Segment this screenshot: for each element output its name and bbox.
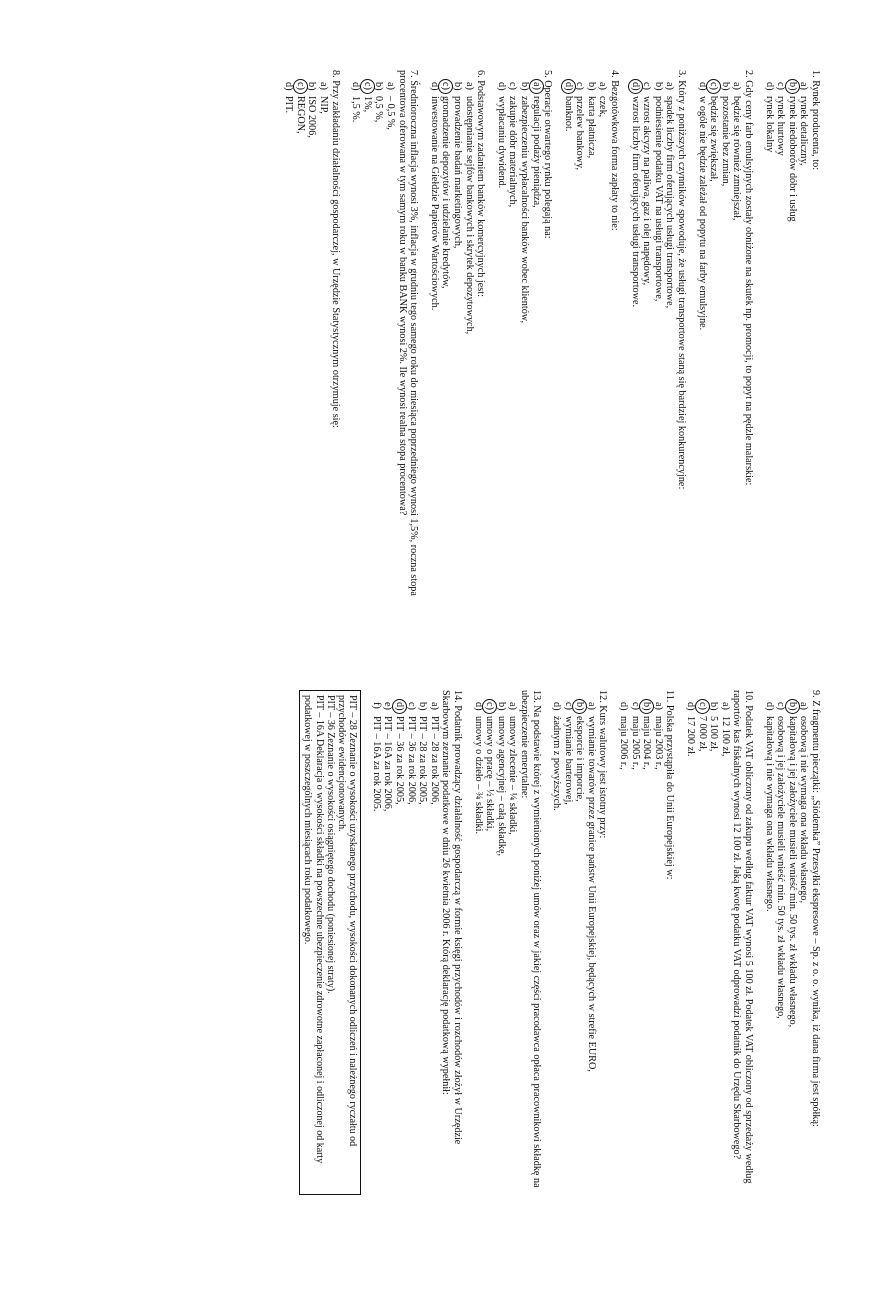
answer-label: b) xyxy=(708,702,720,711)
answer-option xyxy=(652,82,664,630)
answer-text: NIP, xyxy=(318,96,330,114)
question-stem: Który z poniższych czynników spowoduje, że usługi transportowe staną się bardziej konkurencyjne: xyxy=(676,80,688,490)
answer-options xyxy=(629,70,675,630)
question-number: 12. xyxy=(597,690,609,703)
question-stem: Z fragmentu pieczątki: „Siódemka” Przesyłki ekspresowe – Sp. z o. o. wynika, iż dana firma jest spółką: xyxy=(810,700,821,1127)
answer-label: c) xyxy=(405,702,417,710)
answer-option xyxy=(597,82,609,630)
question-stem: Operacje otwartego rynku polegają na: xyxy=(542,80,554,239)
answer-text: maju 2005 r., xyxy=(629,716,641,770)
answer-text: wymianie barterowej, xyxy=(562,716,574,805)
answer-label: d) xyxy=(283,82,295,91)
answer-option-selected xyxy=(562,82,574,630)
answer-label: c) xyxy=(775,702,787,710)
answer-option xyxy=(472,702,484,1195)
answer-options xyxy=(696,70,742,630)
circled-answer-label: b) xyxy=(641,702,653,711)
question-stem: Średnioroczna inflacja wynosi 3%, inflacja w grudniu tego samego roku do miesiąca poprzedniego wynosi 1,5%, roczna stopa procentowa oferowana w tym samym roku w banku BANK wynosi 2%. Ile wynosi realna stopa procentowa? xyxy=(396,70,420,596)
question-stem: Podatek VAT obliczony od zakupu według faktur VAT wynosi 5 100 zł. Podatek VAT obliczony od sprzedaży według raportów kas fiskalnych wynosi 12 100 zł. Jaką kwotę podatku VAT odprowadzi podatnik do Urzędu Skarbowego? xyxy=(731,690,755,1184)
left-column xyxy=(274,70,821,630)
answer-label: d) xyxy=(763,82,775,91)
question-14 xyxy=(370,690,463,1195)
question-13 xyxy=(472,690,542,1195)
answer-text: osobową i nie wymaga ona wkładu własnego, xyxy=(798,716,810,904)
answer-option-selected xyxy=(294,82,306,630)
answer-text: maju 2003 r., xyxy=(652,716,664,770)
answer-text: 0,5 %, xyxy=(373,96,385,123)
circled-answer-label: c) xyxy=(708,82,720,90)
answer-option xyxy=(384,82,396,630)
answer-option-selected xyxy=(629,82,641,630)
answer-text: maju 2006 r., xyxy=(618,716,630,770)
question-number: 13. xyxy=(530,690,542,703)
circled-answer-label: d) xyxy=(629,82,641,91)
question-text xyxy=(542,70,554,630)
question-text xyxy=(742,70,754,630)
answer-option xyxy=(652,702,664,1195)
answer-label: b) xyxy=(417,702,429,711)
answer-text: 5 100 zł, xyxy=(708,716,720,752)
answer-label: a) xyxy=(318,82,330,90)
answer-text: wymianie towarów przez granice państw Unii Europejskiej, będących w strefie EURO, xyxy=(585,716,597,1072)
answer-option xyxy=(763,702,775,1195)
answer-text: rynek hurtowy xyxy=(775,96,787,156)
answer-text: rynek lokalny xyxy=(763,96,775,153)
answer-label: a) xyxy=(664,82,676,90)
answer-text: będzie się również zmniejszał, xyxy=(731,96,743,221)
circled-answer-label: d) xyxy=(394,702,405,711)
question-number: 5. xyxy=(542,70,554,78)
answer-option xyxy=(731,82,743,630)
question-7 xyxy=(350,70,420,630)
answer-option xyxy=(629,702,641,1195)
answer-option xyxy=(798,82,810,630)
answer-label: a) xyxy=(597,82,609,90)
answer-option xyxy=(585,82,597,630)
question-text xyxy=(609,70,621,630)
question-stem: Podstawowym zadaniem banków komercyjnych jest: xyxy=(475,80,487,297)
right-column xyxy=(299,690,821,1195)
answer-option xyxy=(507,702,519,1195)
answer-option xyxy=(574,82,586,630)
answer-text: wzrost liczby firm oferujących usługi transportowe. xyxy=(629,96,641,308)
answer-label: d) xyxy=(495,82,507,91)
answer-option-selected xyxy=(530,82,542,630)
answer-label: d) xyxy=(685,702,697,711)
answer-option xyxy=(763,82,775,630)
answer-option xyxy=(551,702,563,1195)
answer-option xyxy=(417,702,429,1195)
answer-option xyxy=(428,82,440,630)
answer-text: 12 100 zł, xyxy=(719,716,731,757)
answer-text: inwestowanie na Giełdzie Papierów Wartościowych. xyxy=(428,96,440,311)
question-stem: Rynek producenta, to: xyxy=(810,80,821,171)
answer-text: umowy zlecenie – ¼ składki, xyxy=(507,716,519,835)
answer-text: PIT. xyxy=(283,96,295,114)
answer-options xyxy=(283,70,329,630)
answer-text: wypłacaniu dywidend. xyxy=(495,96,507,189)
answer-label: d) xyxy=(472,702,484,711)
answer-option xyxy=(373,82,385,630)
question-4 xyxy=(562,70,620,630)
answer-label: b) xyxy=(306,82,318,91)
answer-option xyxy=(775,702,787,1195)
answer-text: PIT – 28 za rok 2005, xyxy=(417,716,429,805)
answer-options xyxy=(551,690,597,1195)
question-text xyxy=(597,690,609,1195)
answer-label: b) xyxy=(652,82,664,91)
circled-answer-label: c) xyxy=(361,82,373,90)
answer-label: a) xyxy=(463,82,475,90)
answer-label: a) xyxy=(428,702,440,710)
answer-text: rynek detaliczny, xyxy=(798,96,810,166)
answer-label: d) xyxy=(696,82,708,91)
circled-answer-label: b) xyxy=(786,702,798,711)
circled-answer-label: c) xyxy=(484,702,496,710)
note-pit-28: PIT – 28 Zeznanie o wysokości uzyskanego przychodu, wysokości dokonanych odliczeń i należnego ryczałtu od przychodów ewidencjonowanych. xyxy=(336,695,359,1147)
answer-text: umowy agencyjnej – całą składkę, xyxy=(495,716,507,857)
answer-label: a) xyxy=(652,702,664,710)
answer-option xyxy=(641,82,653,630)
pit-definitions-box xyxy=(299,690,361,1195)
question-stem: Polska przystąpiła do Unii Europejskiej w: xyxy=(664,704,676,880)
question-1 xyxy=(763,70,821,630)
answer-label: d) xyxy=(428,82,440,91)
note-pit-36: PIT – 36 Zeznanie o wysokości osiągniętego dochodu (poniesionej straty). xyxy=(324,695,336,994)
question-5 xyxy=(495,70,553,630)
question-number: 7. xyxy=(408,70,420,78)
answer-options xyxy=(472,690,518,1195)
answer-option xyxy=(664,82,676,630)
answer-option xyxy=(495,82,507,630)
answer-label: c) xyxy=(641,82,653,90)
question-number: 1. xyxy=(810,70,821,78)
answer-option xyxy=(370,702,382,1195)
question-9 xyxy=(763,690,821,1195)
answer-text: kapitałową i jej założyciele musieli wnieść min. 50 tys. zł wkładu własnego, xyxy=(786,716,798,1028)
answer-text: 17 200 zł. xyxy=(685,716,697,757)
answer-options xyxy=(763,70,809,630)
answer-text: PIT – 36 za rok 2006, xyxy=(405,716,417,805)
answer-option xyxy=(495,702,507,1195)
question-number: 4. xyxy=(609,70,621,78)
answer-text: REGON, xyxy=(294,96,306,134)
answer-label: e) xyxy=(382,702,394,710)
question-6 xyxy=(428,70,486,630)
answer-options xyxy=(350,70,396,630)
answer-label: a) xyxy=(798,702,810,710)
answer-label: c) xyxy=(629,702,641,710)
answer-option-selected xyxy=(641,702,653,1195)
question-text xyxy=(396,70,419,630)
answer-text: eksporcie i imporcie, xyxy=(574,716,586,802)
answer-option xyxy=(719,82,731,630)
question-text xyxy=(664,690,676,1195)
answer-label: c) xyxy=(562,702,574,710)
question-text xyxy=(809,690,821,1195)
answer-option xyxy=(507,82,519,630)
question-10 xyxy=(684,690,754,1195)
answer-label: f) xyxy=(370,702,382,709)
answer-text: gromadzenie depozytów i udzielanie kredytów, xyxy=(440,96,452,289)
answer-text: pozostanie bez zmian, xyxy=(719,96,731,187)
answer-text: karta płatnicza, xyxy=(585,96,597,159)
question-text xyxy=(731,690,754,1195)
answer-label: c) xyxy=(574,82,586,90)
answer-label: a) xyxy=(731,82,743,90)
question-3 xyxy=(629,70,687,630)
answer-option-selected xyxy=(484,702,496,1195)
answer-label: b) xyxy=(451,82,463,91)
answer-label: b) xyxy=(719,82,731,91)
answer-text: 1%, xyxy=(361,96,373,113)
question-8 xyxy=(283,70,341,630)
circled-answer-label: a) xyxy=(530,82,542,90)
answer-text: żadnym z powyższych. xyxy=(551,716,563,811)
answer-label: a) xyxy=(385,82,396,90)
question-stem: Na podstawie której z wymienionych poniżej umów oraz w jakiej części pracodawca opłaca pracownikowi składkę na ubezpieczenie emerytalne: xyxy=(518,690,542,1188)
question-2 xyxy=(696,70,754,630)
answer-text: prowadzenie badań marketingowych, xyxy=(451,96,463,249)
answer-text: podniesienie podatku VAT na usługi transportowe, xyxy=(652,96,664,302)
circled-answer-label: c) xyxy=(294,82,306,90)
answer-text: 7 000 zł, xyxy=(696,716,708,752)
answer-option xyxy=(518,82,530,630)
answer-option-selected xyxy=(440,82,452,630)
answer-label: a) xyxy=(507,702,519,710)
answer-option-selected xyxy=(696,702,708,1195)
answer-option-selected xyxy=(393,702,405,1195)
answer-option-selected xyxy=(786,82,798,630)
answer-option-selected xyxy=(361,82,373,630)
answer-label: b) xyxy=(495,702,507,711)
right-questions xyxy=(370,690,821,1195)
answer-option xyxy=(562,702,574,1195)
answer-text: udostępnianie sejfów bankowych i skrytek depozytowych, xyxy=(463,96,475,335)
question-text xyxy=(329,70,341,630)
answer-text: w ogóle nie będzie zależał od popytu na farby emulsyjne. xyxy=(696,96,708,331)
answer-label: a) xyxy=(719,702,731,710)
answer-options xyxy=(618,690,664,1195)
answer-text: czek, xyxy=(597,96,609,118)
answer-label: b) xyxy=(373,82,385,91)
question-text xyxy=(675,70,687,630)
question-11 xyxy=(618,690,676,1195)
question-number: 8. xyxy=(329,70,341,78)
question-number: 9. xyxy=(810,690,821,698)
question-text xyxy=(440,690,463,1195)
answer-text: maju 2004 r., xyxy=(641,716,653,770)
question-stem: Podatnik prowadzący działalność gospodarczą w formie księgi przychodów i rozchodów złożył w Urzędzie Skarbowym zeznanie podatkowe w dniu 26 kwietnia 2006 r. Którą deklarację podatkową wypełnił: xyxy=(440,690,463,1145)
question-12 xyxy=(551,690,609,1195)
answer-text: PIT – 16A za rok 2005. xyxy=(370,716,382,812)
answer-option-selected xyxy=(786,702,798,1195)
answer-option xyxy=(775,82,787,630)
question-number: 3. xyxy=(676,70,688,78)
answer-label: d) xyxy=(763,702,775,711)
answer-option xyxy=(719,702,731,1195)
question-number: 2. xyxy=(743,70,755,78)
answer-label: b) xyxy=(518,82,530,91)
answer-option xyxy=(317,82,329,630)
answer-label: d) xyxy=(618,702,630,711)
answer-label: a) xyxy=(585,702,597,710)
answer-options xyxy=(428,70,474,630)
question-number: 14. xyxy=(451,690,463,703)
answer-text: rynek niedoborów dóbr i usług xyxy=(786,96,798,222)
circled-answer-label: c) xyxy=(696,702,708,710)
answer-text: kapitałową i nie wymaga ona wkładu własnego. xyxy=(763,716,775,912)
answer-option-selected xyxy=(708,82,720,630)
circled-answer-label: b) xyxy=(786,82,798,91)
answer-option xyxy=(350,82,362,630)
answer-text: osobową i jej założyciele musieli wnieść min. 50 tys. zł wkładu własnego, xyxy=(775,716,787,1019)
question-stem: Gdy ceny farb emulsyjnych zostały obniżone na skutek np. promocji, to popyt na pędzle malarskie: xyxy=(743,80,755,486)
circled-answer-label: b) xyxy=(574,702,586,711)
answer-option xyxy=(684,702,696,1195)
answer-option xyxy=(451,82,463,630)
question-number: 11. xyxy=(664,690,676,703)
answer-option xyxy=(283,82,295,630)
answer-option-selected xyxy=(574,702,586,1195)
question-stem: Kurs walutowy jest istotny przy: xyxy=(597,705,609,839)
note-pit-16a: PIT – 16A Deklaracja o wysokości składki na powszechne ubezpieczenie zdrowotne zapłaconej i odliczonej od karty podatkowej w poszczególnych miesiącach roku podatkowego. xyxy=(302,695,325,1164)
question-text xyxy=(518,690,541,1195)
circled-answer-label: d) xyxy=(562,82,574,91)
answer-option xyxy=(696,82,708,630)
answer-text: banknot. xyxy=(562,96,574,132)
answer-text: umowy o pracę – ½ składki, xyxy=(484,716,496,832)
answer-options xyxy=(684,690,730,1195)
answer-text: zakupie dóbr materialnych, xyxy=(507,96,519,208)
answer-option xyxy=(306,82,318,630)
answer-text: PIT – 16A za rok 2006, xyxy=(382,716,394,812)
question-number: 10. xyxy=(743,690,755,703)
answer-label: b) xyxy=(585,82,597,91)
answer-option xyxy=(405,702,417,1195)
answer-text: spadek liczby firm oferujących usługi transportowe, xyxy=(664,96,676,309)
answer-option xyxy=(428,702,440,1195)
circled-answer-label: c) xyxy=(440,82,452,90)
answer-option xyxy=(618,702,630,1195)
answer-option xyxy=(708,702,720,1195)
answer-options xyxy=(763,690,809,1195)
answer-option xyxy=(463,82,475,630)
answer-options xyxy=(495,70,541,630)
answer-text: PIT – 36 za rok 2005, xyxy=(394,716,405,805)
question-stem: Bezgotówkowa forma zapłaty to nie: xyxy=(609,80,621,231)
answer-option xyxy=(798,702,810,1195)
answer-text: przelew bankowy, xyxy=(574,96,586,171)
question-number: 6. xyxy=(475,70,487,78)
answer-text: ISO 2006, xyxy=(306,96,318,138)
answer-label: c) xyxy=(507,82,519,90)
answer-text: – 0,5 %, xyxy=(385,96,396,130)
answer-text: wzrost akcyzy na paliwa, gaz i olej napędowy, xyxy=(641,96,653,286)
answer-text: PIT – 28 za rok 2006, xyxy=(428,716,440,805)
answer-option xyxy=(585,702,597,1195)
answer-text: regulacji podaży pieniądza, xyxy=(530,96,542,208)
answer-label: a) xyxy=(798,82,810,90)
answer-text: 1,5 %. xyxy=(350,96,362,123)
answer-label: d) xyxy=(551,702,563,711)
answer-text: umowy o dzieło – ¾ składki. xyxy=(472,716,484,834)
answer-label: d) xyxy=(350,82,362,91)
question-text xyxy=(475,70,487,630)
answer-text: zabezpieczeniu wypłacalności banków wobec klientów, xyxy=(518,96,530,324)
question-stem: Przy zakładaniu działalności gospodarczej, w Urzędzie Statystycznym otrzymuje się: xyxy=(329,80,341,428)
answer-options xyxy=(562,70,608,630)
answer-option xyxy=(382,702,394,1195)
answer-label: c) xyxy=(775,82,787,90)
question-text xyxy=(809,70,821,630)
answer-text: będzie się zwiększał, xyxy=(708,96,720,182)
answer-options xyxy=(370,690,440,1195)
